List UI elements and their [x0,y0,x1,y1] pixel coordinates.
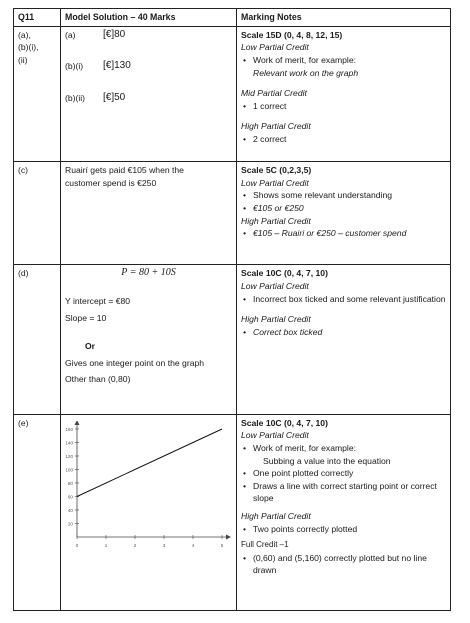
solution-b-ii [65,92,232,105]
high-item-e: • Two points correctly plotted [253,523,446,536]
low-example-e: Subbing a value into the equation [263,455,391,466]
solution-c: Ruairí gets paid €105 when the customer spend is €250 [61,162,237,265]
y-tick-label: 140 [65,440,73,446]
y-tick-label: 60 [67,494,73,500]
or-d: Or [85,341,96,352]
solution-b-ii-label: (b)(ii) [65,92,86,103]
marking-scheme-table [13,8,451,611]
y-axis-arrow [75,421,80,425]
mid-item-a-b: • 1 correct [253,100,446,113]
low-item-a-b: • Work of merit, for example: [253,54,446,67]
line-graph [61,421,236,551]
row-part-e [14,414,451,610]
part-label-c: (c) [14,162,61,265]
x-tick-label: 5 [220,542,224,548]
high-item-c: • €105 – Ruairi or €250 – customer spend [253,227,446,240]
high-title-c: High Partial Credit [241,215,311,226]
solution-b-i-value: [€]130 [103,60,131,72]
x-tick-label: 2 [133,542,137,548]
notes-e [237,414,451,610]
scale-e: Scale 10C (0, 4, 7, 10) [241,417,328,428]
y-tick-label: 120 [65,453,73,459]
mid-title-a-b: Mid Partial Credit [241,88,307,99]
low-item-c-1: • Shows some relevant understanding [253,189,446,202]
part-label-e: (e) [14,414,61,610]
x-tick-label: 4 [191,542,195,548]
notes-d [237,265,451,415]
solution-b-ii-value: [€]50 [103,91,126,103]
low-item-e-4: • Draws a line with correct starting point or correct slope [253,480,446,505]
solution-a [65,29,232,42]
high-title-a-b: High Partial Credit [241,121,311,132]
low-title-d: Low Partial Credit [241,280,309,291]
notes-a-b [237,26,451,161]
low-title-c: Low Partial Credit [241,177,309,188]
y-tick-label: 80 [67,480,73,486]
low-item-e-3: • One point plotted correctly [253,467,446,480]
x-tick-label: 3 [162,542,166,548]
row-part-a-b [14,26,451,161]
part-label-d: (d) [14,265,61,415]
solution-b-i-label: (b)(i) [65,61,84,72]
low-item-e-1: • Work of merit, for example: [253,442,446,455]
low-title-e: Low Partial Credit [241,430,309,441]
y-tick-label: 40 [67,507,73,513]
high-item-d: • Correct box ticked [253,326,446,339]
solution-e [61,414,237,610]
row-part-d [14,265,451,415]
solution-a-b [61,26,237,161]
solution-a-value: [€]80 [103,28,126,40]
y-tick-label: 20 [67,521,73,527]
solution-b-i [65,60,232,73]
alt-2-d: Other than (0,80) [65,374,131,385]
y-tick-label: 160 [65,426,73,432]
solution-d [61,265,237,415]
scale-d: Scale 10C (0, 4, 7, 10) [241,268,328,279]
slope-d: Slope = 10 [65,312,107,323]
series-line [77,429,222,497]
low-item-c-2: • €105 or €250 [253,202,446,215]
x-axis-arrow [226,534,231,539]
part-label-a-b: (a), (b)(i), (ii) [14,26,61,161]
full-credit-item-e: • (0,60) and (5,160) correctly plotted but no line drawn [253,552,446,577]
row-part-c [14,162,451,265]
header-marking-notes: Marking Notes [237,9,451,27]
full-credit-title-e: Full Credit –1 [241,540,289,550]
x-tick-label: 1 [104,542,108,548]
high-title-e: High Partial Credit [241,511,311,522]
low-title-a-b: Low Partial Credit [241,42,309,53]
intercept-d: Y intercept = €80 [65,295,131,306]
low-example-a-b: Relevant work on the graph [253,67,359,78]
equation-d: P = 80 + 10S [121,267,176,279]
notes-c [237,162,451,265]
scale-c: Scale 5C (0,2,3,5) [241,165,312,176]
scale-a-b: Scale 15D (0, 4, 8, 12, 15) [241,29,343,40]
solution-a-label: (a) [65,29,76,40]
header-question: Q11 [14,9,61,27]
x-tick-label: 0 [75,542,79,548]
alt-1-d: Gives one integer point on the graph [65,357,205,368]
high-item-a-b: • 2 correct [253,133,446,146]
y-tick-label: 100 [65,467,73,473]
header-row [14,9,451,27]
high-title-d: High Partial Credit [241,314,311,325]
low-item-d: • Incorrect box ticked and some relevant justification [253,293,446,306]
header-model-solution: Model Solution – 40 Marks [61,9,237,27]
